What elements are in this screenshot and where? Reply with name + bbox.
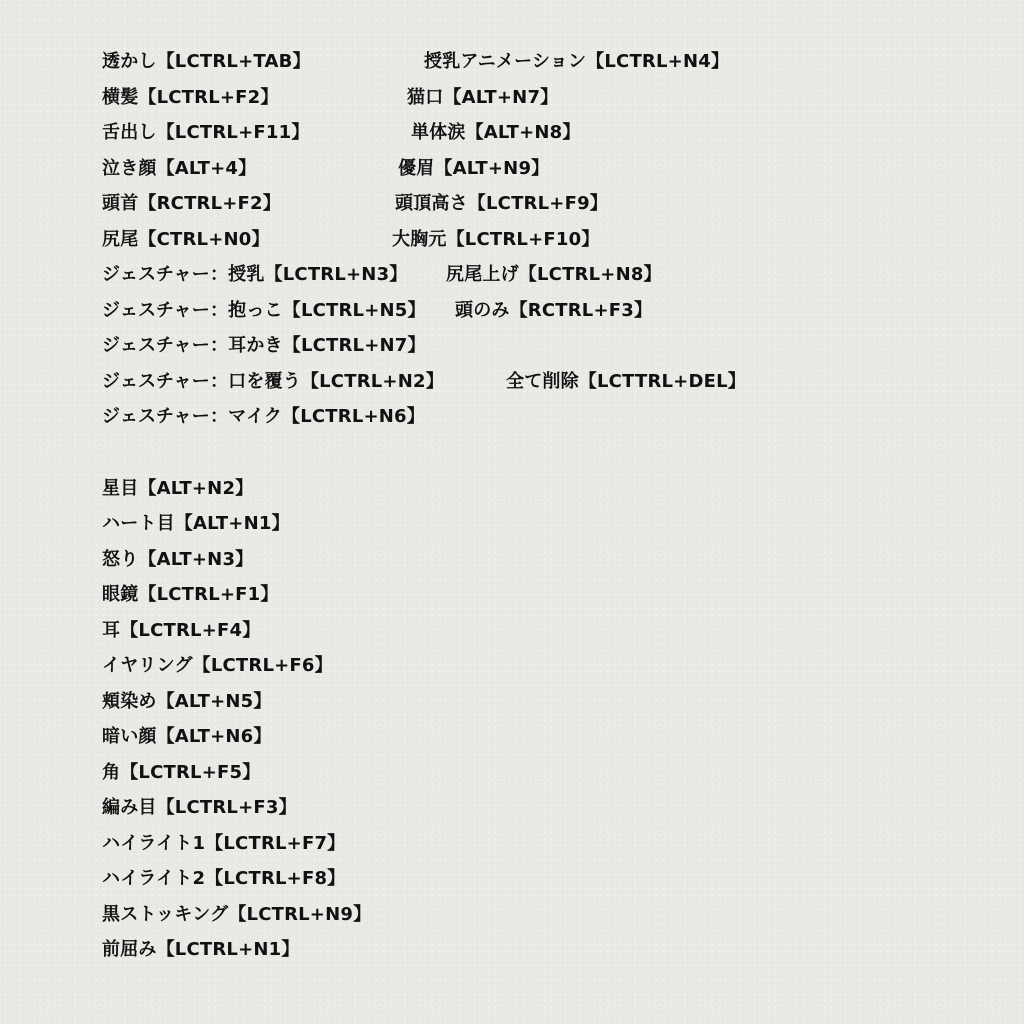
- shortcut-item: ジェスチャー：口を覆う【LCTRL+N2】: [102, 371, 444, 392]
- shortcut-item: 黒ストッキング【LCTRL+N9】: [102, 904, 372, 925]
- shortcut-item: 頭首【RCTRL+F2】: [102, 193, 281, 214]
- shortcut-item: 頭頂高さ【LCTRL+F9】: [395, 193, 608, 214]
- shortcut-item: 前屈み【LCTRL+N1】: [102, 939, 300, 960]
- shortcut-item: 大胸元【LCTRL+F10】: [392, 229, 600, 250]
- shortcut-item: 怒り【ALT+N3】: [102, 549, 254, 570]
- shortcut-item: 優眉【ALT+N9】: [398, 158, 550, 179]
- shortcut-item: イヤリング【LCTRL+F6】: [102, 655, 333, 676]
- shortcut-item: 授乳アニメーション【LCTRL+N4】: [424, 51, 730, 72]
- shortcut-item: ジェスチャー：授乳【LCTRL+N3】: [102, 264, 408, 285]
- shortcut-item: 星目【ALT+N2】: [102, 478, 254, 499]
- shortcut-item: ジェスチャー：抱っこ【LCTRL+N5】: [102, 300, 426, 321]
- shortcut-item: 暗い顔【ALT+N6】: [102, 726, 272, 747]
- shortcut-item: 舌出し【LCTRL+F11】: [102, 122, 310, 143]
- shortcut-item: 尻尾上げ【LCTRL+N8】: [446, 264, 662, 285]
- shortcut-item: 尻尾【CTRL+N0】: [102, 229, 270, 250]
- shortcut-item: 横髪【LCTRL+F2】: [102, 87, 279, 108]
- shortcut-item: ジェスチャー：耳かき【LCTRL+N7】: [102, 335, 426, 356]
- shortcut-item: ジェスチャー：マイク【LCTRL+N6】: [102, 406, 425, 427]
- shortcut-item: 耳【LCTRL+F4】: [102, 620, 261, 641]
- shortcut-item: 単体涙【ALT+N8】: [411, 122, 581, 143]
- shortcut-item: 猫口【ALT+N7】: [407, 87, 559, 108]
- shortcut-item: 眼鏡【LCTRL+F1】: [102, 584, 279, 605]
- shortcut-item: 透かし【LCTRL+TAB】: [102, 51, 311, 72]
- shortcut-item: ハイライト2【LCTRL+F8】: [102, 868, 346, 889]
- shortcut-item: 角【LCTRL+F5】: [102, 762, 261, 783]
- shortcut-item: ハート目【ALT+N1】: [102, 513, 290, 534]
- shortcut-item: 頬染め【ALT+N5】: [102, 691, 272, 712]
- shortcut-item: 編み目【LCTRL+F3】: [102, 797, 297, 818]
- shortcut-item: ハイライト1【LCTRL+F7】: [102, 833, 346, 854]
- shortcut-item: 全て削除【LCTTRL+DEL】: [506, 371, 746, 392]
- shortcut-item: 頭のみ【RCTRL+F3】: [455, 300, 653, 321]
- shortcut-item: 泣き顔【ALT+4】: [102, 158, 257, 179]
